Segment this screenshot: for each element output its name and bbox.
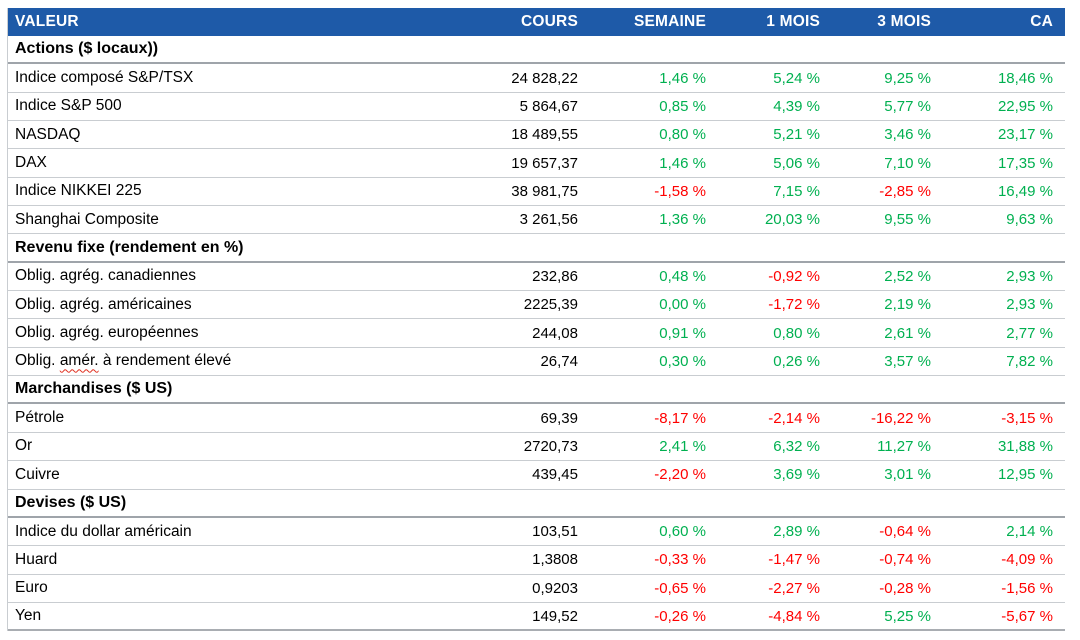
table-row-or <box>8 433 1065 461</box>
cours-value: 244,08 <box>532 324 578 342</box>
row-label: Pétrole <box>15 409 65 427</box>
cours-value: 3 261,56 <box>519 211 578 229</box>
pct-value: 2,19 % <box>884 296 931 314</box>
pct-value: 11,27 % <box>877 437 931 455</box>
pct-value: 5,06 % <box>773 154 820 172</box>
section-header-row-revenu-fixe-rendement-en <box>8 234 1065 262</box>
pct-value: -0,26 % <box>654 607 706 625</box>
pct-value: 12,95 % <box>997 466 1053 484</box>
row-label: Indice NIKKEI 225 <box>15 182 142 200</box>
table-header-row <box>8 8 1065 36</box>
section-title: Marchandises ($ US) <box>15 380 173 398</box>
row-label: Cuivre <box>15 465 60 483</box>
pct-value: 9,63 % <box>1006 211 1053 229</box>
pct-value: -0,28 % <box>879 579 931 597</box>
pct-value: 0,30 % <box>659 352 706 370</box>
pct-value: 16,49 % <box>997 182 1053 200</box>
pct-value: -4,84 % <box>768 607 820 625</box>
cours-value: 69,39 <box>540 409 578 427</box>
pct-value: -3,15 % <box>1001 409 1053 427</box>
pct-value: 7,15 % <box>773 182 820 200</box>
pct-value: 7,10 % <box>884 154 931 172</box>
row-label: Oblig. agrég. européennes <box>15 324 199 342</box>
section-title: Devises ($ US) <box>15 493 127 511</box>
pct-value: 2,14 % <box>1006 523 1053 541</box>
row-label: Huard <box>15 550 58 568</box>
table-row-indice-du-dollar-am-ricain <box>8 518 1065 546</box>
pct-value: 5,24 % <box>773 69 820 87</box>
row-label: Euro <box>15 579 48 597</box>
pct-value: 2,61 % <box>884 324 931 342</box>
table-row-euro <box>8 575 1065 603</box>
column-header-3-mois: 3 MOIS <box>877 13 931 30</box>
pct-value: -1,58 % <box>654 182 706 200</box>
table-row-huard <box>8 546 1065 574</box>
cours-value: 19 657,37 <box>511 154 578 172</box>
cours-value: 2225,39 <box>523 296 578 314</box>
pct-value: -2,85 % <box>879 182 931 200</box>
pct-value: 3,69 % <box>773 466 820 484</box>
pct-value: -4,09 % <box>1001 551 1053 569</box>
pct-value: 20,03 % <box>764 211 820 229</box>
row-label: Indice composé S&P/TSX <box>15 69 194 87</box>
row-label: Indice du dollar américain <box>15 522 192 540</box>
table-row-indice-s-p-500 <box>8 93 1065 121</box>
table-row-p-trole <box>8 404 1065 432</box>
pct-value: 31,88 % <box>997 437 1053 455</box>
table-row-oblig-agr-g-canadiennes <box>8 263 1065 291</box>
pct-value: 17,35 % <box>997 154 1053 172</box>
cours-value: 26,74 <box>540 352 578 370</box>
cours-value: 0,9203 <box>532 579 578 597</box>
pct-value: 9,25 % <box>884 69 931 87</box>
pct-value: 2,52 % <box>884 267 931 285</box>
pct-value: 0,80 % <box>659 126 706 144</box>
cours-value: 439,45 <box>532 466 578 484</box>
pct-value: -16,22 % <box>870 409 931 427</box>
pct-value: 5,21 % <box>773 126 820 144</box>
column-header-1-mois: 1 MOIS <box>766 13 820 30</box>
pct-value: 0,80 % <box>773 324 820 342</box>
pct-value: 0,85 % <box>659 97 706 115</box>
pct-value: 3,01 % <box>884 466 931 484</box>
cours-value: 5 864,67 <box>519 97 578 115</box>
pct-value: 2,93 % <box>1006 296 1053 314</box>
table-row-indice-nikkei-225 <box>8 178 1065 206</box>
cours-value: 149,52 <box>532 607 578 625</box>
column-header-valeur: VALEUR <box>15 13 79 30</box>
pct-value: 7,82 % <box>1006 352 1053 370</box>
row-label: DAX <box>15 154 47 172</box>
table-row-indice-compos-s-p-tsx <box>8 64 1065 92</box>
pct-value: -0,65 % <box>654 579 706 597</box>
table-row-nasdaq <box>8 121 1065 149</box>
row-label: Yen <box>15 607 42 625</box>
section-header-row-marchandises-us <box>8 376 1065 404</box>
table-row-oblig-agr-g-am-ricaines <box>8 291 1065 319</box>
section-title: Actions ($ locaux)) <box>15 40 159 58</box>
pct-value: -0,92 % <box>768 267 820 285</box>
pct-value: -5,67 % <box>1001 607 1053 625</box>
pct-value: -2,20 % <box>654 466 706 484</box>
pct-value: -1,56 % <box>1001 579 1053 597</box>
pct-value: 1,46 % <box>659 154 706 172</box>
pct-value: 23,17 % <box>997 126 1053 144</box>
row-label: Oblig. agrég. canadiennes <box>15 267 196 285</box>
pct-value: -0,74 % <box>879 551 931 569</box>
pct-value: -0,33 % <box>654 551 706 569</box>
row-label: Shanghai Composite <box>15 210 159 228</box>
pct-value: 2,41 % <box>659 437 706 455</box>
section-header-row-actions-locaux <box>8 36 1065 64</box>
pct-value: 0,26 % <box>773 352 820 370</box>
table-row-shanghai-composite <box>8 206 1065 234</box>
pct-value: -1,47 % <box>768 551 820 569</box>
pct-value: 3,57 % <box>884 352 931 370</box>
row-label: Indice S&P 500 <box>15 97 122 115</box>
pct-value: 5,25 % <box>884 607 931 625</box>
column-header-ca: CA <box>1030 13 1053 30</box>
pct-value: 4,39 % <box>773 97 820 115</box>
pct-value: 6,32 % <box>773 437 820 455</box>
cours-value: 103,51 <box>532 523 578 541</box>
pct-value: 3,46 % <box>884 126 931 144</box>
table-row-oblig-agr-g-europ-ennes <box>8 319 1065 347</box>
pct-value: -2,27 % <box>768 579 820 597</box>
column-header-cours: COURS <box>521 13 578 30</box>
pct-value: 0,91 % <box>659 324 706 342</box>
table-body <box>8 36 1065 631</box>
pct-value: 2,93 % <box>1006 267 1053 285</box>
cours-value: 38 981,75 <box>511 182 578 200</box>
table-row-cuivre <box>8 461 1065 489</box>
cours-value: 232,86 <box>532 267 578 285</box>
row-label: Oblig. agrég. américaines <box>15 295 192 313</box>
table-row-oblig-am-r-rendement-lev <box>8 348 1065 376</box>
table-row-yen <box>8 603 1065 631</box>
row-label: NASDAQ <box>15 125 81 143</box>
pct-value: 0,00 % <box>659 296 706 314</box>
pct-value: 9,55 % <box>884 211 931 229</box>
pct-value: 2,89 % <box>773 523 820 541</box>
pct-value: 1,46 % <box>659 69 706 87</box>
row-label: Oblig. amér. à rendement élevé <box>15 352 232 370</box>
cours-value: 1,3808 <box>532 551 578 569</box>
section-title: Revenu fixe (rendement en %) <box>15 238 244 256</box>
pct-value: 0,48 % <box>659 267 706 285</box>
pct-value: 2,77 % <box>1006 324 1053 342</box>
pct-value: -2,14 % <box>768 409 820 427</box>
pct-value: 1,36 % <box>659 211 706 229</box>
pct-value: 18,46 % <box>997 69 1053 87</box>
section-header-row-devises-us <box>8 490 1065 518</box>
row-label: Or <box>15 437 33 455</box>
cours-value: 24 828,22 <box>511 69 578 87</box>
pct-value: -1,72 % <box>768 296 820 314</box>
pct-value: -8,17 % <box>654 409 706 427</box>
pct-value: 22,95 % <box>997 97 1053 115</box>
spellcheck-underline: amér. <box>59 352 99 370</box>
table-row-dax <box>8 149 1065 177</box>
pct-value: 0,60 % <box>659 523 706 541</box>
pct-value: 5,77 % <box>884 97 931 115</box>
column-header-semaine: SEMAINE <box>633 13 706 30</box>
cours-value: 18 489,55 <box>511 126 578 144</box>
cours-value: 2720,73 <box>523 437 578 455</box>
market-summary-table <box>7 8 1065 631</box>
pct-value: -0,64 % <box>879 523 931 541</box>
